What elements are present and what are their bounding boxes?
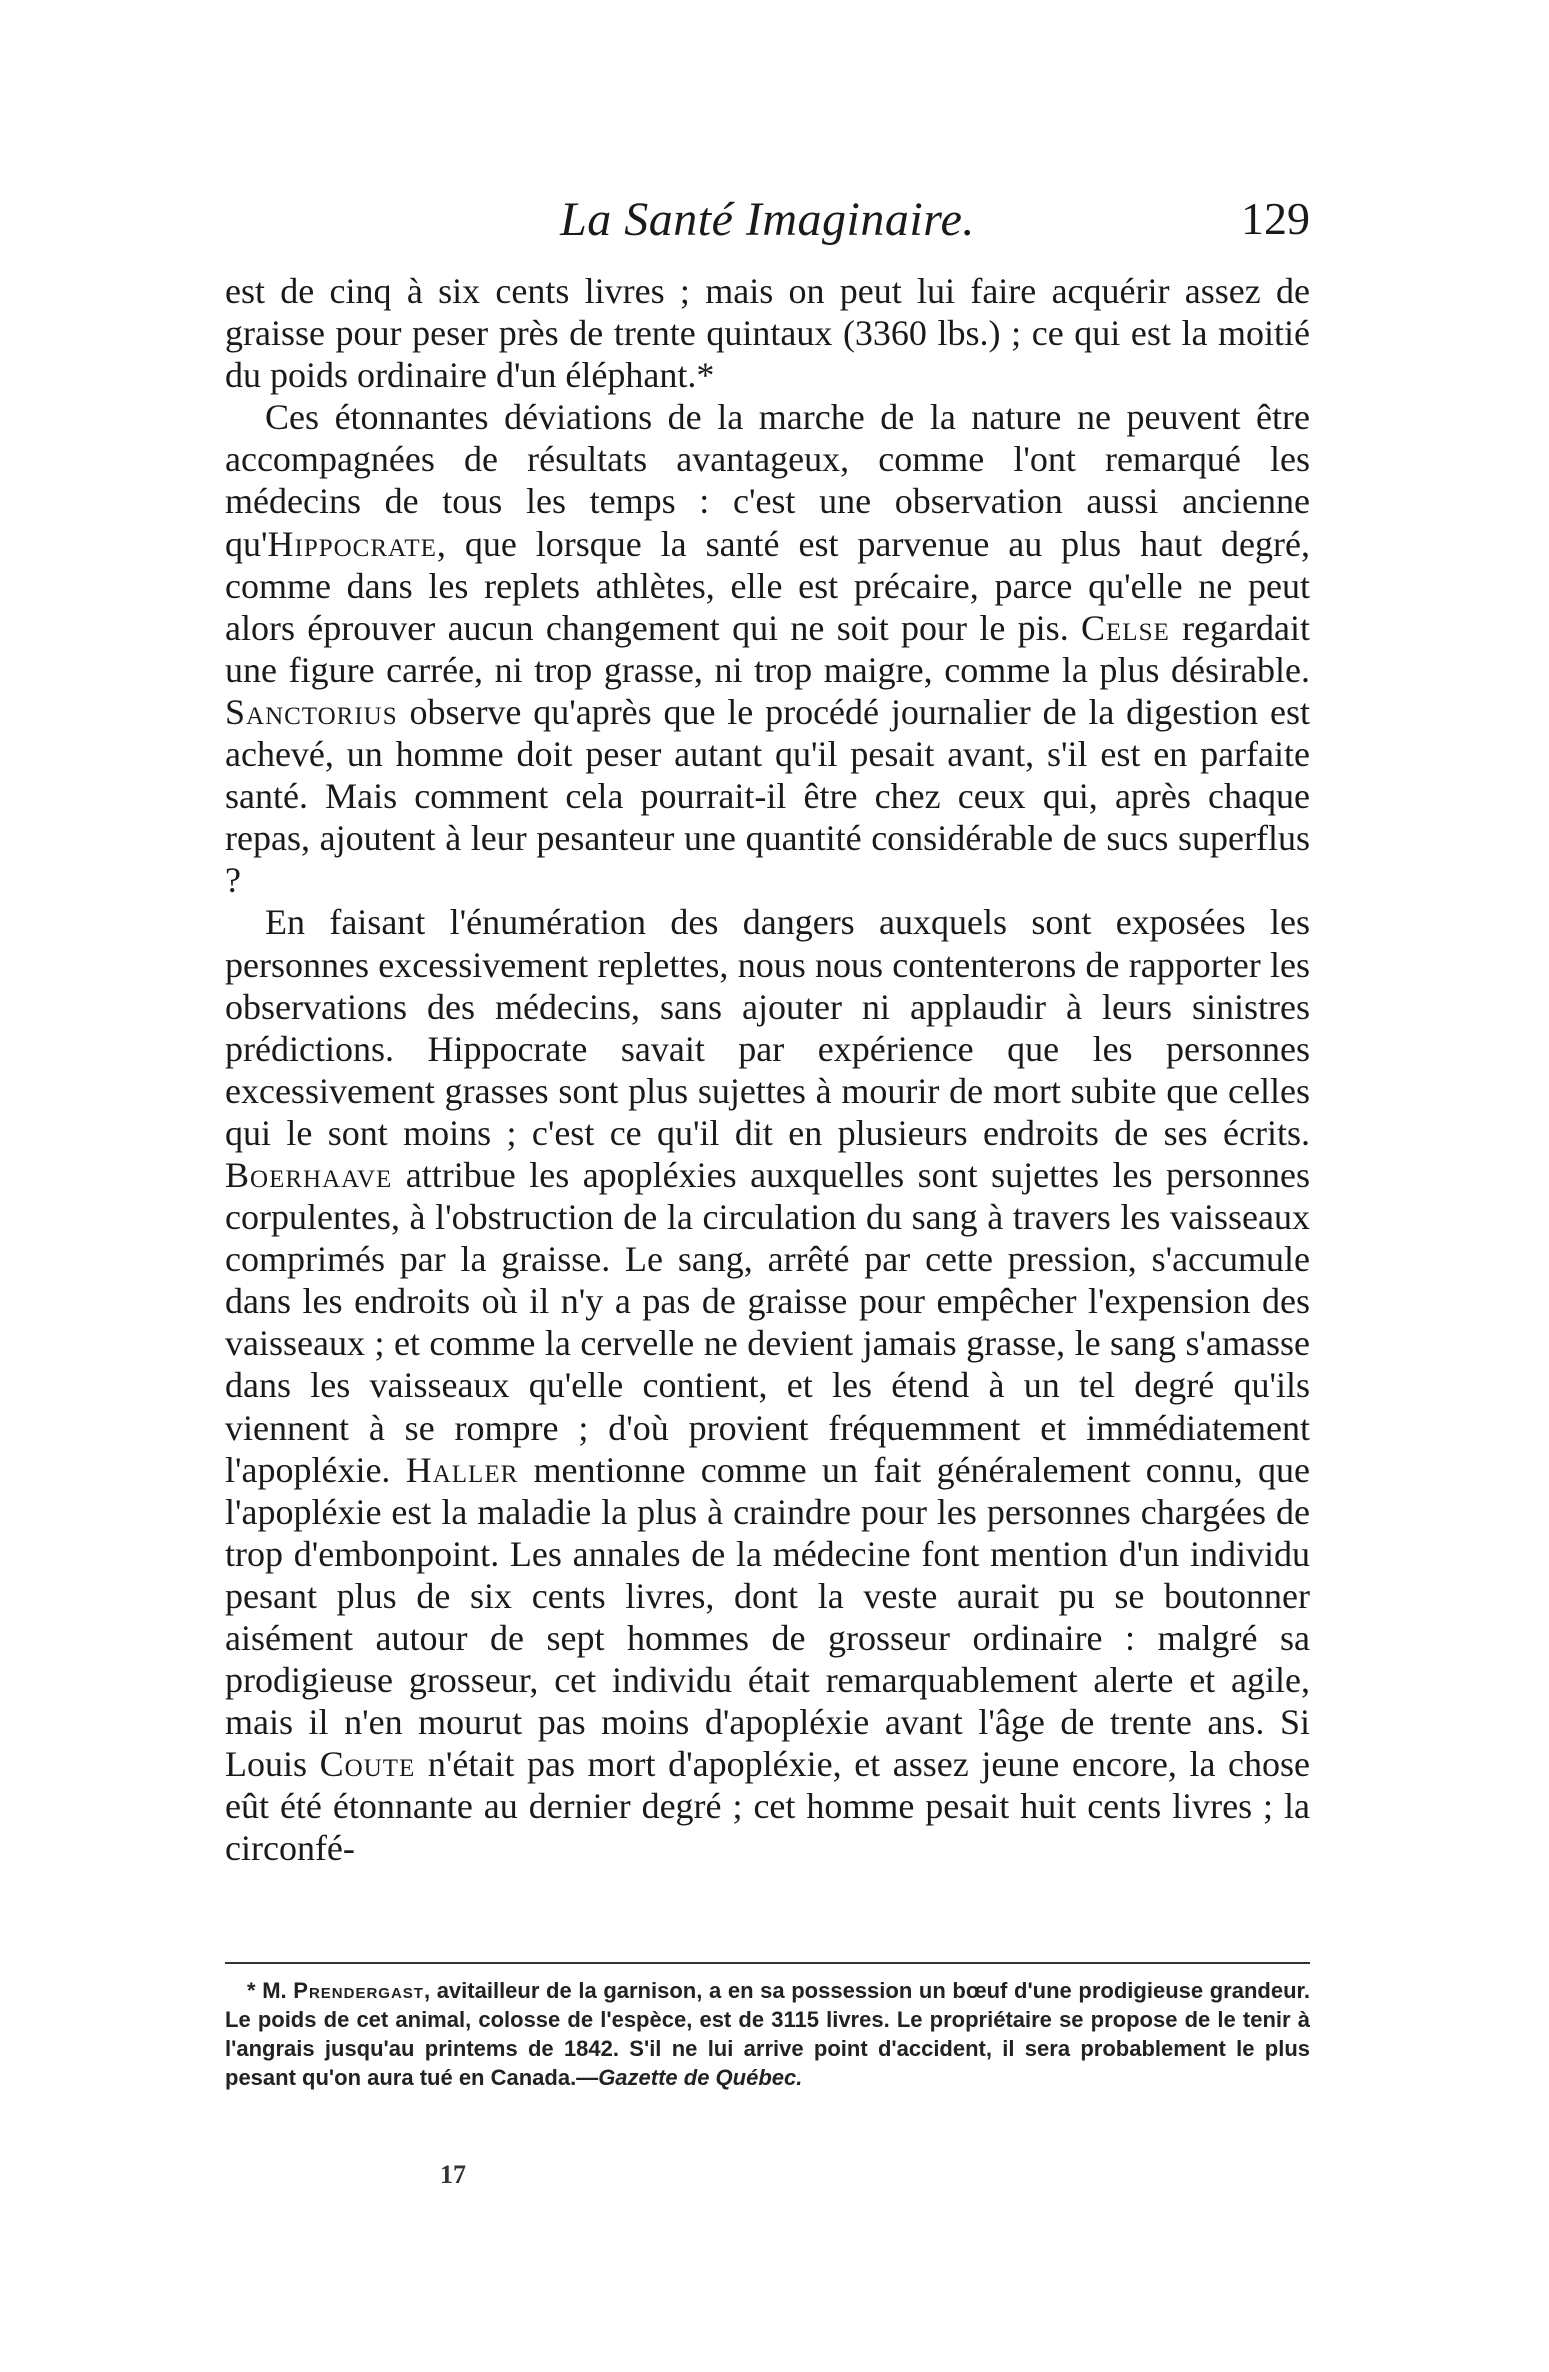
name-celse: Celse (1081, 607, 1170, 648)
name-boerhaave: Boerhaave (225, 1154, 393, 1195)
paragraph-2 (225, 396, 1310, 901)
footnote-marker: * M. (247, 1978, 294, 2003)
page-number: 129 (1241, 193, 1310, 244)
running-title: La Santé Imaginaire. (560, 193, 975, 246)
paragraph-1-text: est de cinq à six cents livres ; mais on peut lui faire acquérir assez de graisse pour peser près de trente quintaux (3360 lbs.) ; ce qui est la moitié du poids ordinaire d'un éléphant.* (225, 271, 1310, 396)
paragraph-3-text-b: attribue les apopléxies auxquelles sont sujettes les personnes corpulentes, à l'obstruction de la circulation du sang à travers les vaisseaux comprimés par la graisse. Le sang, arrêté par cette pression, s'accumule dans les endroits où il n'y a pas de graisse pour empêcher l'expension des vaisseaux ; et comme la cervelle ne devient jamais grasse, le sang s'amasse dans les vaisseaux qu'elle contient, et les étend à un tel degré qu'ils viennent à se rompre ; d'où provient fréquemment et immédiatement l'apopléxie. (225, 1154, 1310, 1490)
name-sanctorius: Sanctorius (225, 691, 398, 732)
name-prendergast: Prendergast (293, 1978, 424, 2003)
paragraph-3 (225, 901, 1310, 1869)
name-coute: Coute (319, 1744, 416, 1785)
footnote-paragraph (225, 1976, 1310, 2092)
body-text (225, 270, 1310, 1870)
footnote-text: , avitailleur de la garnison, a en sa possession un bœuf d'une prodigieuse grandeur. Le poids de cet animal, colosse de l'espèce, est de 3115 livres. Le propriétaire se propose de le tenir à l'angrais jusqu'au printems de 1842. S'il ne lui arrive point d'accident, il sera probablement le plus pesant qu'on aura tué en Canada.— (225, 1978, 1310, 2090)
footnote-rule (225, 1962, 1310, 1964)
paragraph-2-text-b: , que lorsque la santé est parvenue au plus haut degré, comme dans les replets athlètes, elle est précaire, parce qu'elle ne peut alors éprouver aucun changement qui ne soit pour le pis. (225, 523, 1310, 648)
page-header (225, 192, 1310, 252)
paragraph-1 (225, 270, 1310, 396)
paragraph-3-text-d: n'était pas mort d'apopléxie, et assez jeune encore, la chose eût été étonnante au dernier degré ; cet homme pesait huit cents livres ; la circonfé- (225, 1744, 1310, 1869)
footnote-source: Gazette de Québec. (598, 2065, 803, 2090)
paragraph-3-text-c: mentionne comme un fait généralement connu, que l'apopléxie est la maladie la plus à craindre pour les personnes chargées de trop d'embonpoint. Les annales de la médecine font mention d'un individu pesant plus de six cents livres, dont la veste aurait pu se boutonner aisément autour de sept hommes de grosseur ordinaire : malgré sa prodigieuse grosseur, cet individu était remarquablement alerte et agile, mais il n'en mourut pas moins d'apopléxie avant l'âge de trente ans. Si Louis (225, 1449, 1310, 1785)
paragraph-2-text-d: observe qu'après que le procédé journalier de la digestion est achevé, un homme doit peser autant qu'il pesait avant, s'il est en parfaite santé. Mais comment cela pourrait-il être chez ceux qui, après chaque repas, ajoutent à leur pesanteur une quantité considérable de sucs superflus ? (225, 691, 1310, 901)
paragraph-2-text-c: regardait une figure carrée, ni trop grasse, ni trop maigre, comme la plus désirable. (225, 607, 1310, 690)
footnote (225, 1976, 1310, 2092)
name-haller: Haller (405, 1449, 519, 1490)
signature-mark: 17 (440, 2160, 466, 2189)
name-hippocrate: Hippocrate (267, 523, 437, 564)
paragraph-2-text-a: Ces étonnantes déviations de la marche de la nature ne peuvent être accompagnées de résultats avantageux, comme l'ont remarqué les médecins de tous les temps : c'est une observation aussi ancienne qu' (225, 397, 1310, 564)
paragraph-3-text-a: En faisant l'énumération des dangers auxquels sont exposées les personnes excessivement replettes, nous nous contenterons de rapporter les observations des médecins, sans ajouter ni applaudir à leurs sinistres prédictions. Hippocrate savait par expérience que les personnes excessivement grasses sont plus sujettes à mourir de mort subite que celles qui le sont moins ; c'est ce qu'il dit en plusieurs endroits de ses écrits. (225, 902, 1310, 1153)
